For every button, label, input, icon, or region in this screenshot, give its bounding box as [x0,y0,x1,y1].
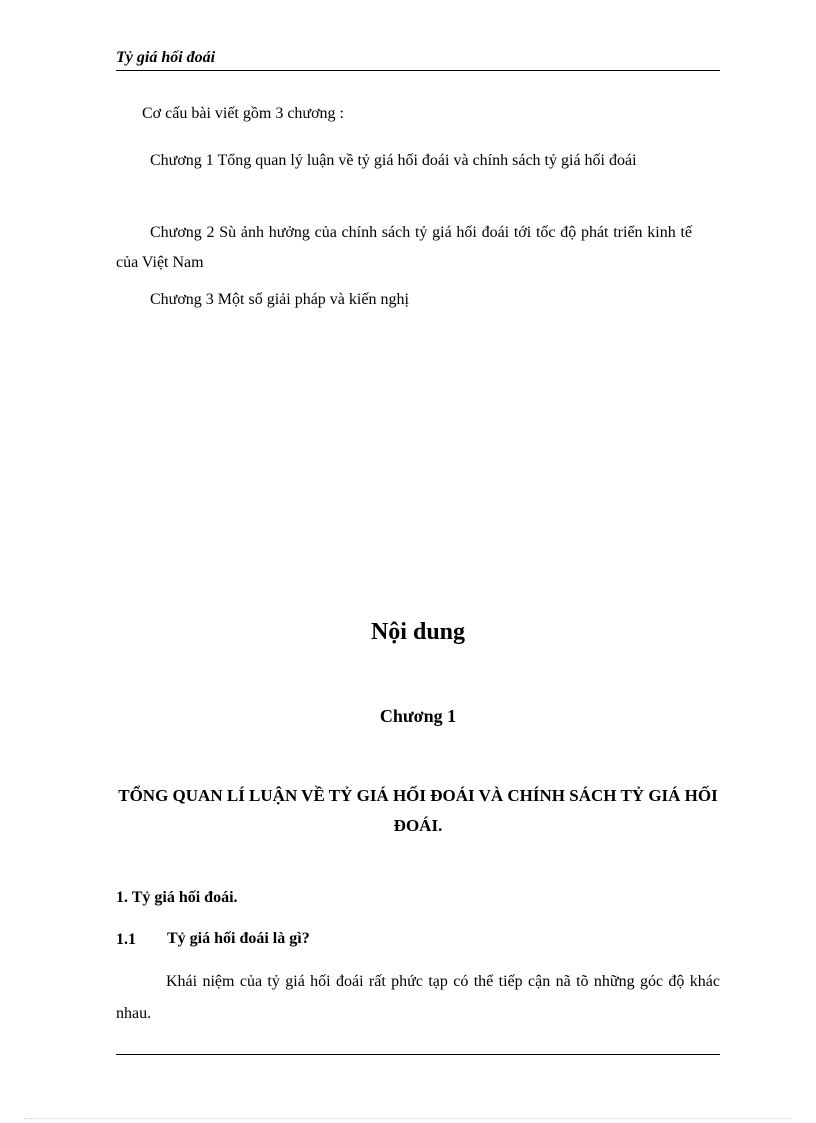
chapter-1-summary: Chương 1 Tổng quan lý luận về tỷ giá hối đoái và chính sách tỷ giá hối đoái [150,152,637,169]
chapter-label: Chương 1 [379,706,457,726]
subsection-number: 1.1 [116,931,136,948]
page-edge [24,1118,792,1119]
running-header [116,48,720,71]
subsection-title: Tỷ giá hối đoái là gì? [167,930,310,947]
running-title: Tỷ giá hối đoái [116,49,216,66]
chapter-3-summary: Chương 3 Một số giải pháp và kiến nghị [150,291,409,308]
chapter-heading: TỔNG QUAN LÍ LUẬN VỀ TỶ GIÁ HỐI ĐOÁI VÀ CHÍNH SÁCH TỶ GIÁ HỐI ĐOÁI. [118,786,718,835]
section-1-heading: 1. Tỷ giá hối đoái. [116,889,238,906]
footer-rule [116,1054,720,1055]
chapter-2-summary: Chương 2 Sù ảnh hưởng của chính sách tỷ giá hối đoái tới tốc độ phát triển kinh tế của Việt Nam [116,224,692,271]
definition-paragraph: Khái niệm của tỷ giá hối đoái rất phức tạp có thể tiếp cận nã tõ những góc độ khác nhau. [116,973,720,1022]
structure-line: Cơ cấu bài viết gồm 3 chương : [142,105,344,122]
content-title: Nội dung [370,619,466,645]
